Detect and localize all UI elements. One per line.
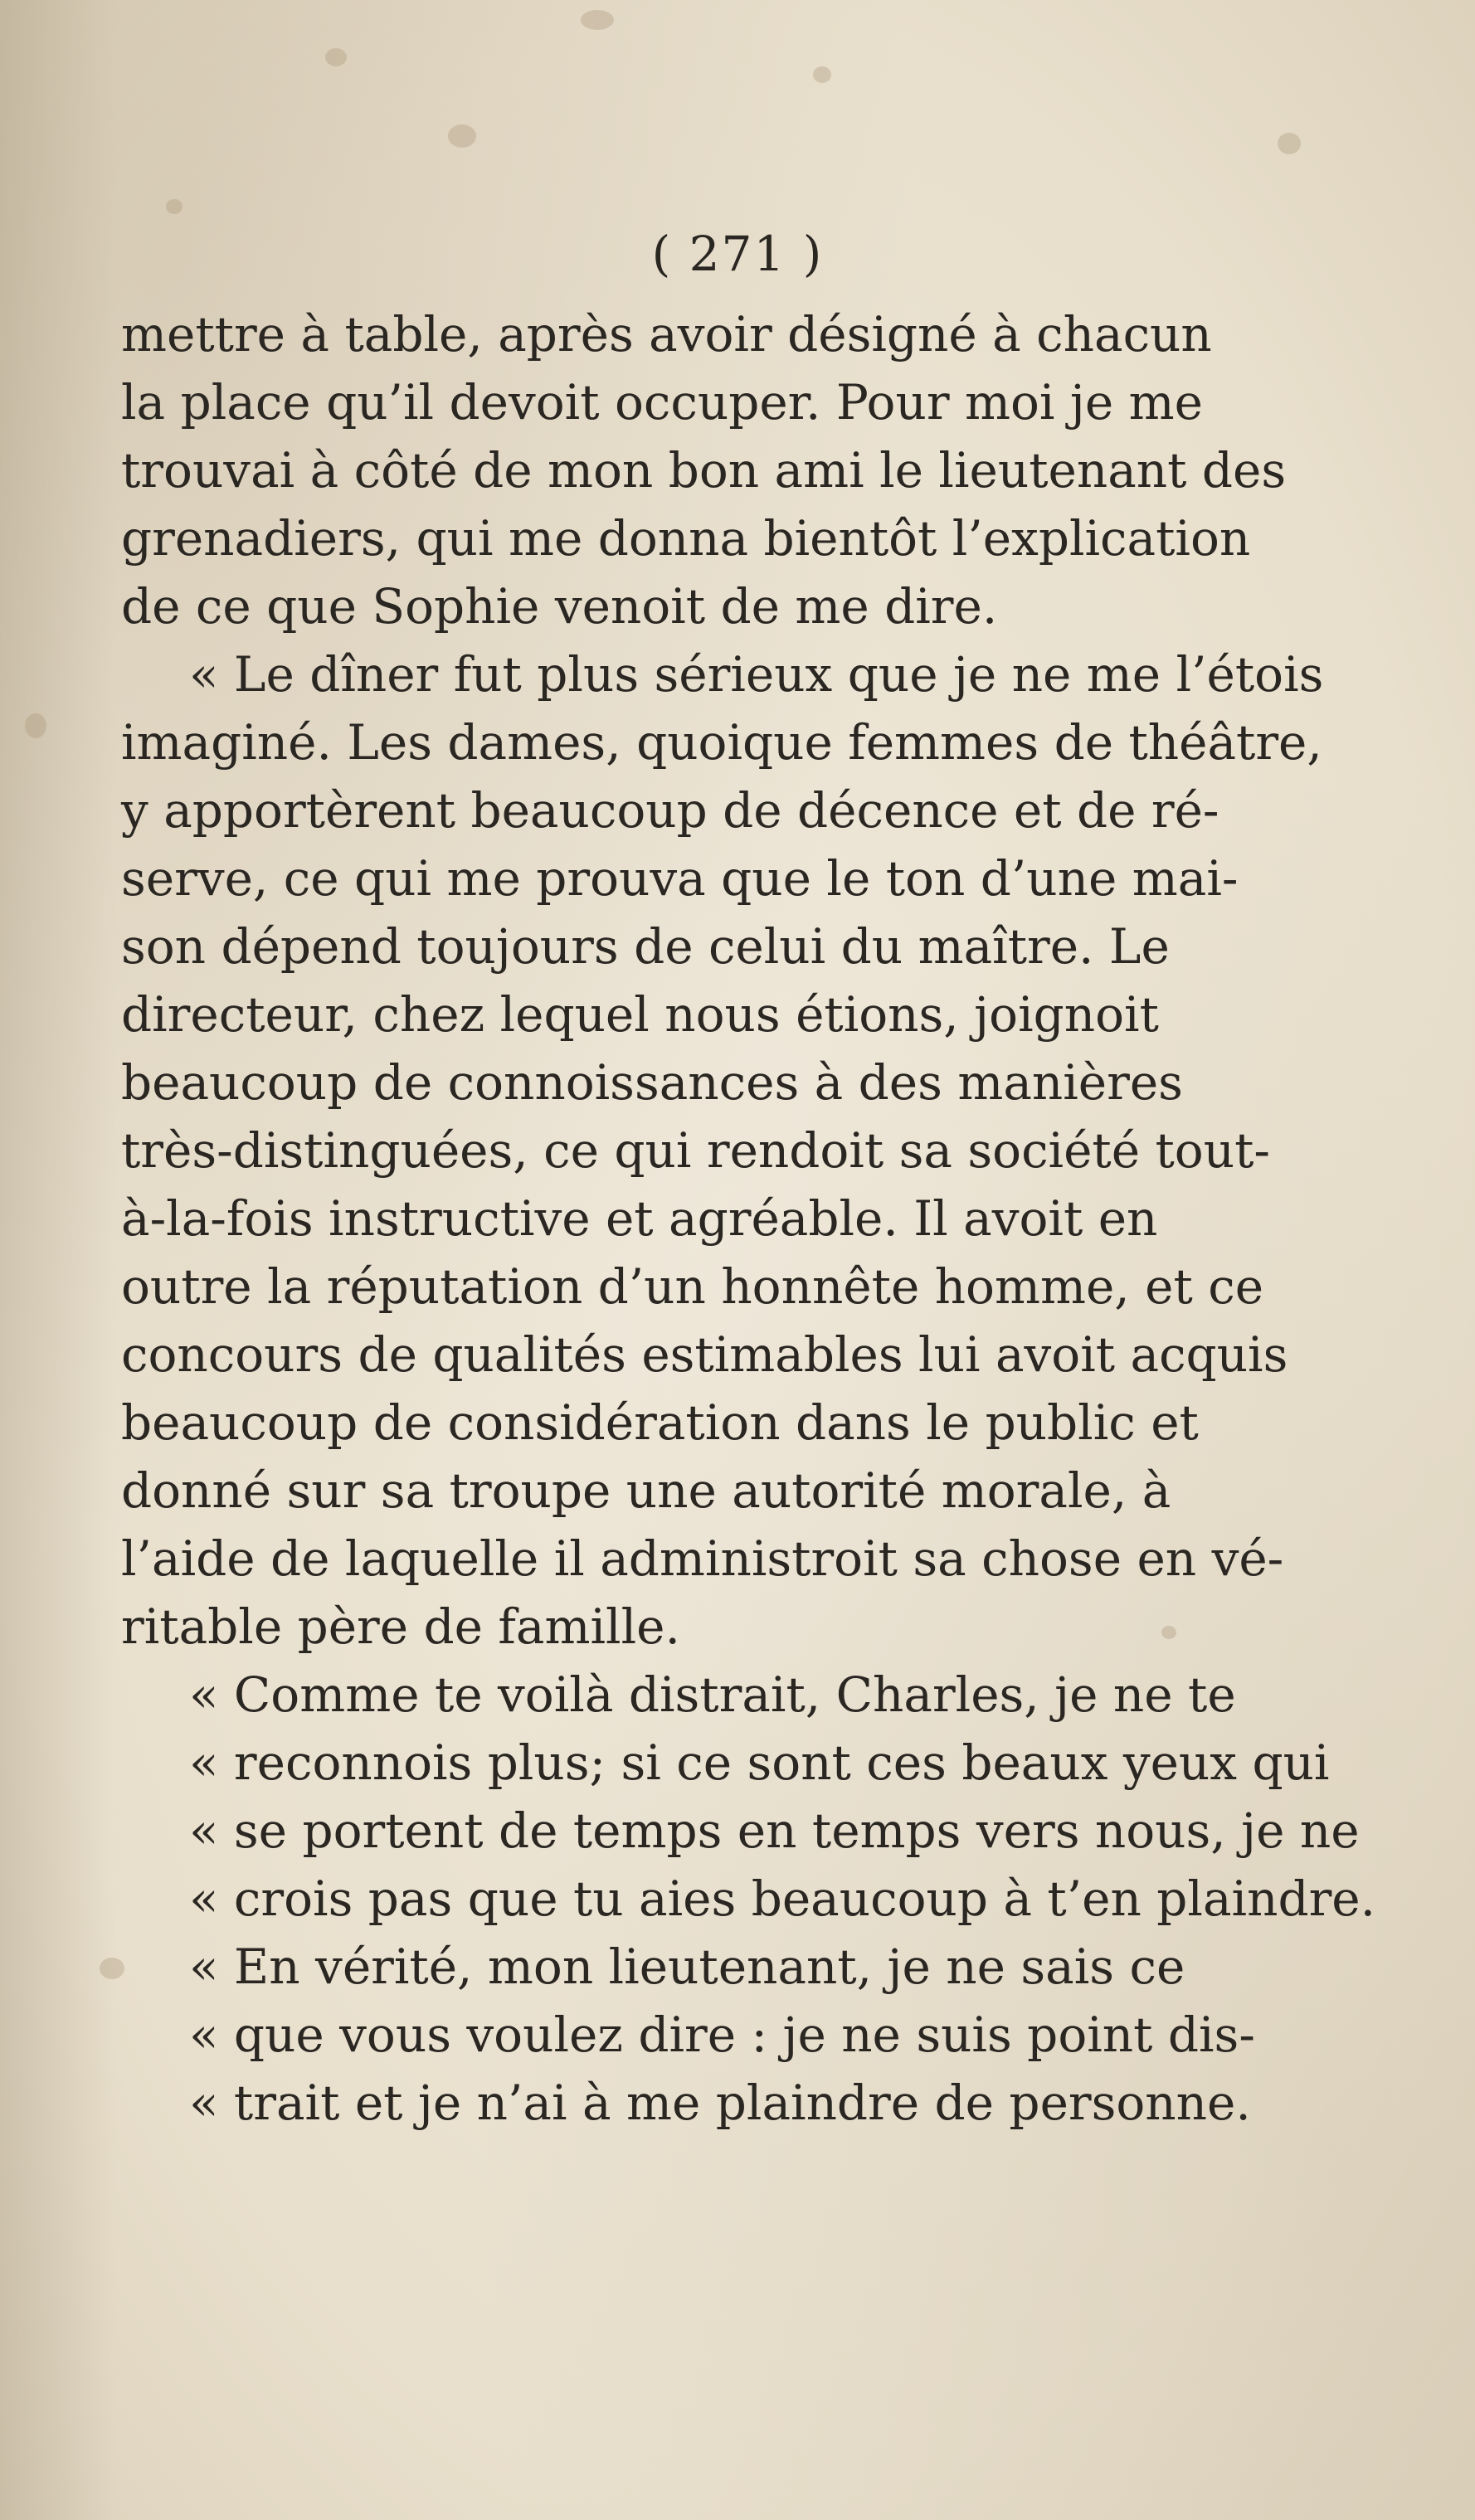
dialogue-line: « crois pas que tu aies beaucoup à t’en plaindre.: [189, 1871, 1376, 1927]
dialogue-line: « se portent de temps en temps vers nous, je ne: [189, 1802, 1360, 1859]
foxing-spot: [581, 10, 614, 30]
text-line: mettre à table, après avoir désigné à chacun: [121, 306, 1212, 362]
foxing-spot: [25, 713, 46, 738]
text-line: beaucoup de connoissances à des manières: [121, 1054, 1183, 1111]
dialogue-line: « que vous voulez dire : je ne suis point dis-: [189, 2007, 1255, 2063]
text-line: serve, ce qui me prouva que le ton d’une mai-: [121, 850, 1239, 907]
text-line: imaginé. Les dames, quoique femmes de théâtre,: [121, 714, 1322, 771]
text-line: outre la réputation d’un honnête homme, et ce: [121, 1258, 1264, 1315]
foxing-spot: [448, 124, 476, 148]
text-line: la place qu’il devoit occuper. Pour moi je me: [121, 374, 1203, 431]
text-line: directeur, chez lequel nous étions, joignoit: [121, 986, 1159, 1043]
foxing-spot: [1161, 1626, 1176, 1639]
text-line: à-la-fois instructive et agréable. Il avoit en: [121, 1190, 1158, 1247]
dialogue-line: « Comme te voilà distrait, Charles, je ne te: [189, 1666, 1236, 1723]
text-line: très-distinguées, ce qui rendoit sa société tout-: [121, 1122, 1270, 1179]
dialogue-line: « En vérité, mon lieutenant, je ne sais ce: [189, 1939, 1185, 1995]
text-line: donné sur sa troupe une autorité morale, à: [121, 1462, 1171, 1519]
dialogue-line: « reconnois plus; si ce sont ces beaux yeux qui: [189, 1734, 1330, 1791]
text-line: de ce que Sophie venoit de me dire.: [121, 578, 998, 635]
page-gutter-shadow: [0, 0, 116, 2520]
text-line: l’aide de laquelle il administroit sa chose en vé-: [121, 1530, 1284, 1587]
foxing-spot: [1278, 133, 1301, 154]
foxing-spot: [813, 66, 831, 83]
text-line: « Le dîner fut plus sérieux que je ne me l’étois: [189, 646, 1324, 703]
text-line: ritable père de famille.: [121, 1598, 680, 1655]
foxing-spot: [166, 199, 183, 214]
text-line: beaucoup de considération dans le public et: [121, 1394, 1199, 1451]
text-line: y apportèrent beaucoup de décence et de ré-: [121, 782, 1219, 839]
text-line: concours de qualités estimables lui avoit acquis: [121, 1326, 1288, 1383]
text-line: trouvai à côté de mon bon ami le lieutenant des: [121, 442, 1287, 499]
foxing-spot: [325, 48, 347, 66]
body-text: [121, 300, 1376, 2137]
dialogue-line: « trait et je n’ai à me plaindre de personne.: [189, 2075, 1251, 2131]
text-line: grenadiers, qui me donna bientôt l’explication: [121, 510, 1251, 567]
text-line: son dépend toujours de celui du maître. Le: [121, 918, 1170, 975]
page-number: ( 271 ): [651, 226, 824, 282]
